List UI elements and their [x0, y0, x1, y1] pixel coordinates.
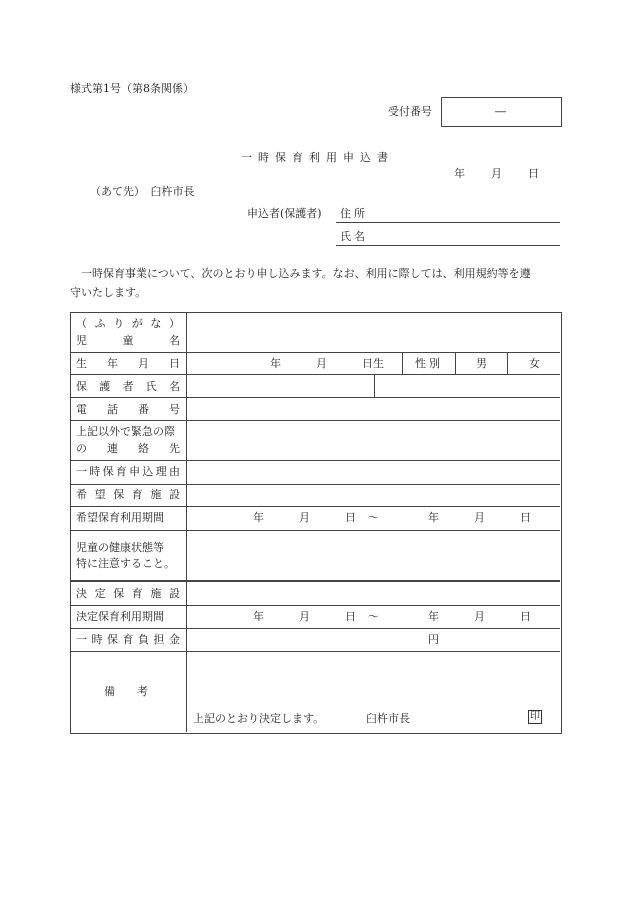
desired-facility-label: 希 望 保 育 施 設 — [76, 488, 180, 501]
address-underline[interactable] — [336, 222, 560, 223]
decided-start-year: 年 — [253, 610, 264, 623]
birth-date-label: 生 年 月 日 — [76, 357, 180, 370]
row-line-thick — [70, 580, 560, 582]
child-name-field[interactable] — [188, 314, 558, 350]
fee-unit: 円 — [428, 633, 439, 646]
decided-facility-label: 決 定 保 育 施 設 — [76, 587, 180, 600]
birth-day: 日生 — [362, 357, 384, 370]
desired-start-day: 日 — [345, 511, 356, 524]
furigana-label: （ ふ り が な ） — [76, 317, 180, 330]
desired-start-year: 年 — [253, 511, 264, 524]
addressee: （あて先） 臼杵市長 — [90, 185, 195, 198]
birth-year: 年 — [270, 357, 281, 370]
address-label: 住所 — [340, 207, 368, 220]
emergency-label-line2: の 連 絡 先 — [76, 442, 180, 455]
decided-tilde: ～ — [368, 610, 379, 623]
guardian-divider — [374, 374, 375, 397]
seal-mark: 印 — [530, 711, 540, 722]
phone-field[interactable] — [188, 399, 558, 418]
desired-end-year: 年 — [428, 511, 439, 524]
reception-number-box[interactable] — [441, 97, 562, 127]
applicant-label: 申込者(保護者) — [247, 207, 322, 220]
row-line — [70, 397, 560, 398]
fee-label: 一 時 保 育 負 担 金 — [76, 633, 180, 646]
name-label: 氏名 — [340, 230, 368, 243]
intro-text-line2: 守いたします。 — [70, 286, 147, 299]
row-line — [70, 374, 560, 375]
date-day: 日 — [528, 167, 539, 180]
decided-start-day: 日 — [345, 610, 356, 623]
phone-label: 電 話 番 号 — [76, 403, 180, 416]
row-line — [70, 484, 560, 485]
row-line — [70, 506, 560, 507]
document-title-text: 一時保育利用申込書 — [241, 151, 394, 164]
reception-number-label: 受付番号 — [388, 105, 432, 118]
decided-end-month: 月 — [474, 610, 485, 623]
emergency-field[interactable] — [188, 422, 558, 458]
desired-start-month: 月 — [299, 511, 310, 524]
date-year: 年 — [454, 167, 465, 180]
desired-period-label: 希望保育利用期間 — [76, 511, 164, 524]
document-title — [241, 152, 405, 163]
row-line — [70, 530, 560, 531]
decided-period-label: 決定保育利用期間 — [76, 610, 164, 623]
desired-end-day: 日 — [520, 511, 531, 524]
emergency-label-line1: 上記以外で緊急の際 — [76, 425, 175, 438]
desired-end-month: 月 — [474, 511, 485, 524]
gender-label: 性別 — [415, 357, 443, 370]
child-name-label: 児 童 名 — [76, 334, 180, 347]
intro-text-line1: 一時保育事業について、次のとおり申し込みます。なお、利用に際しては、利用規約等を遵 — [81, 267, 531, 280]
decided-start-month: 月 — [299, 610, 310, 623]
row-line — [70, 605, 560, 606]
gender-divider — [507, 352, 508, 374]
gender-divider — [402, 352, 403, 374]
desired-facility-field[interactable] — [188, 486, 558, 504]
row-line — [70, 352, 560, 353]
decided-end-year: 年 — [428, 610, 439, 623]
reason-label: 一 時 保 育 申 込 理 由 — [76, 465, 180, 478]
form-number: 様式第1号（第8条関係） — [70, 82, 194, 95]
date-month: 月 — [491, 167, 502, 180]
gender-male[interactable]: 男 — [476, 357, 487, 370]
remarks-label: 備考 — [104, 685, 170, 698]
row-line — [70, 420, 560, 421]
name-underline[interactable] — [336, 245, 560, 246]
guardian-name-field[interactable] — [188, 376, 372, 395]
decided-end-day: 日 — [520, 610, 531, 623]
row-line — [70, 651, 560, 652]
guardian-name-label: 保 護 者 氏 名 — [76, 380, 180, 393]
decision-text: 上記のとおり決定します。 — [193, 712, 325, 725]
reception-number-value: ― — [495, 105, 506, 118]
desired-tilde: ～ — [368, 511, 379, 524]
gender-divider — [455, 352, 456, 374]
health-label-line2: 特に注意すること。 — [76, 557, 175, 570]
row-line — [70, 628, 560, 629]
mayor-label: 臼杵市長 — [366, 712, 410, 725]
health-field[interactable] — [188, 532, 558, 578]
decided-facility-field[interactable] — [188, 583, 558, 603]
label-column-divider — [186, 312, 187, 732]
reason-field[interactable] — [188, 462, 558, 482]
row-line — [70, 460, 560, 461]
birth-month: 月 — [316, 357, 327, 370]
gender-female[interactable]: 女 — [529, 357, 540, 370]
health-label-line1: 児童の健康状態等 — [76, 541, 164, 554]
